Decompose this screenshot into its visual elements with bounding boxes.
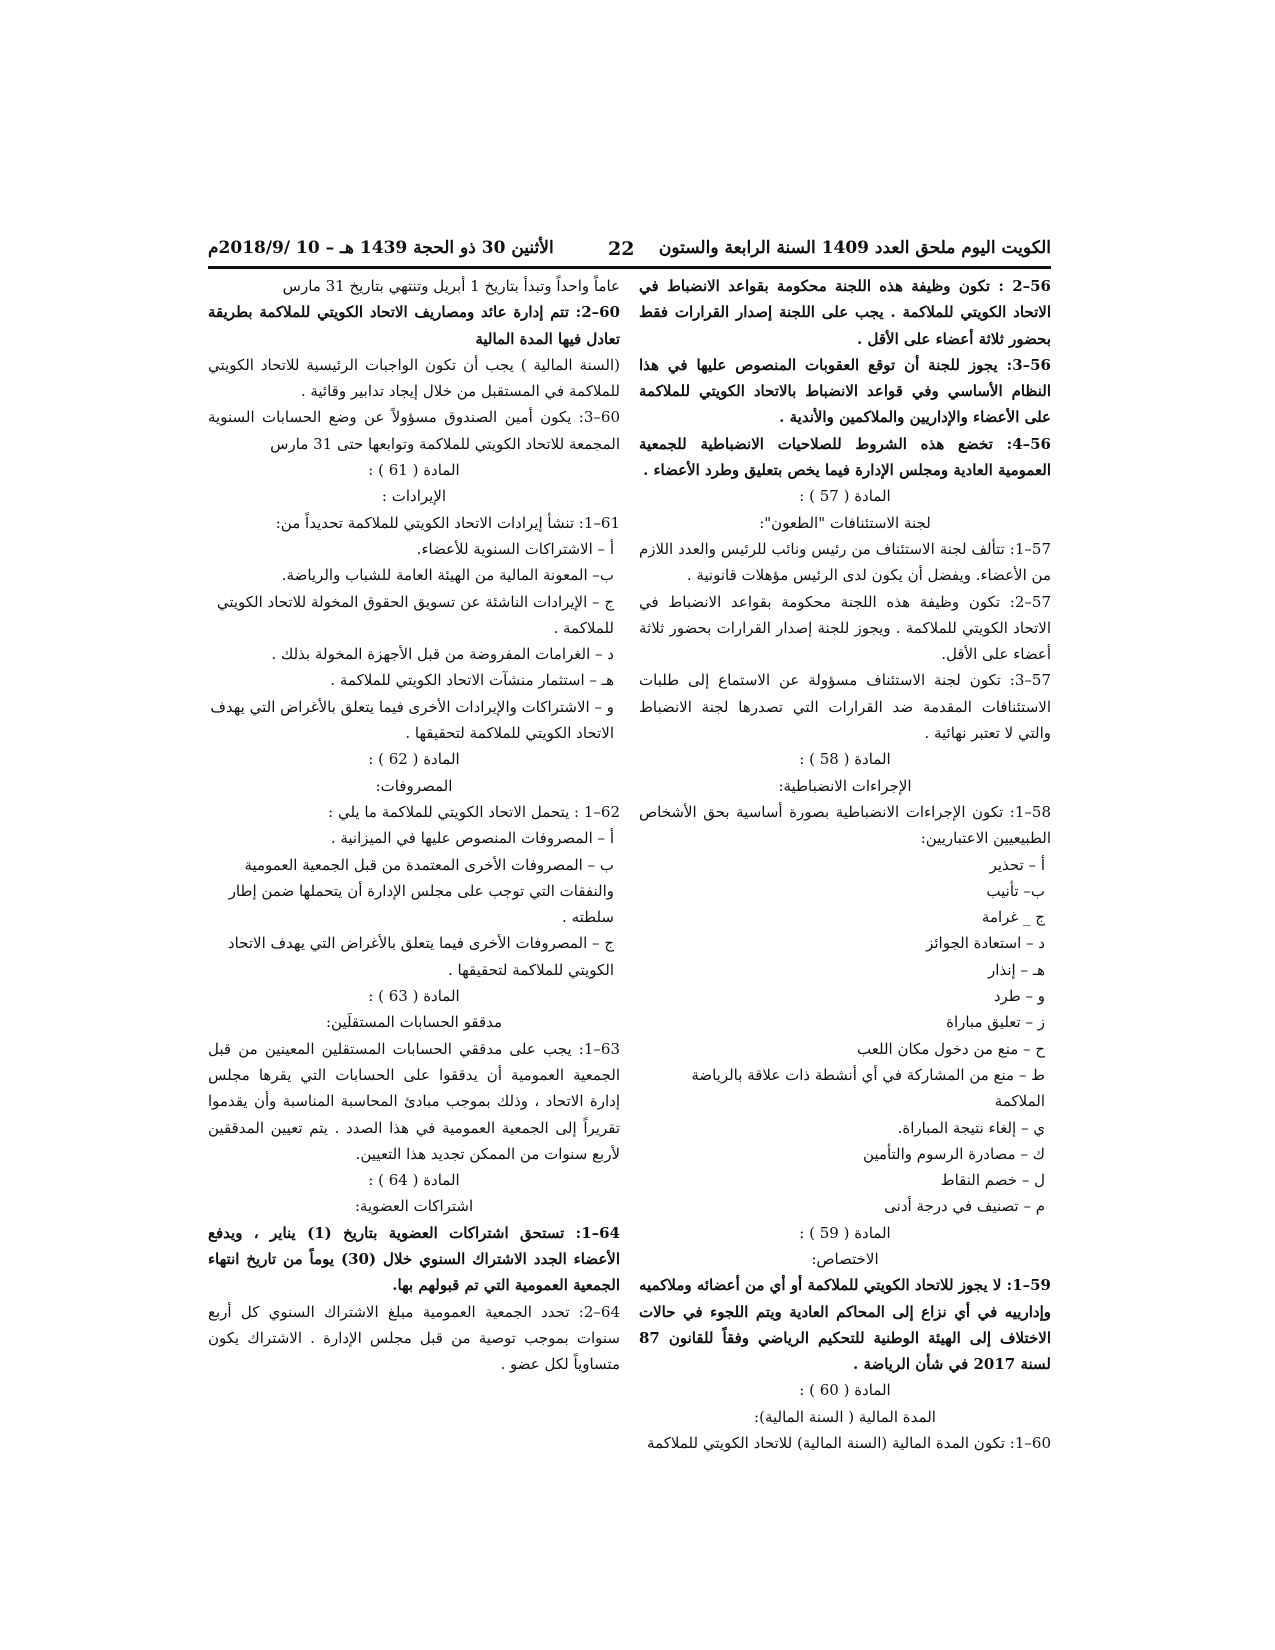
article-heading: الإجراءات الانضباطية:: [778, 776, 912, 795]
list-item: ح – منع من دخول مكان اللعب: [857, 1039, 1045, 1058]
paragraph: 58–1: تكون الإجراءات الانضباطية بصورة أساسية بحق الأشخاص الطبيعيين الاعتباريين:: [639, 802, 1051, 848]
article-heading: المادة ( 58 ) :: [799, 750, 891, 769]
list-item: م – تصنيف في درجة أدنى: [884, 1197, 1045, 1216]
paragraph: 62–1 : يتحمل الاتحاد الكويتي للملاكمة ما يلي :: [328, 802, 620, 821]
paragraph: 57–2: تكون وظيفة هذه اللجنة محكومة بقواعد الانضباط في الاتحاد الكويتي للملاكمة . ويجوز للجنة إصدار القرارات بحضور ثلاثة أعضاء على الأقل.: [639, 592, 1051, 664]
list-item: ل – خصم النقاط: [940, 1171, 1045, 1190]
list-item: هـ – استثمار منشآت الاتحاد الكويتي للملاكمة .: [330, 671, 614, 690]
header-gazette-title: الكويت اليوم ملحق العدد 1409 السنة الرابعة والستون: [658, 238, 1051, 258]
list-item: هـ – إنذار: [988, 960, 1045, 979]
article-heading: المادة ( 59 ) :: [799, 1223, 891, 1242]
article-heading: المادة ( 61 ) :: [368, 461, 460, 480]
paragraph: 60–2: تتم إدارة عائد ومصاريف الاتحاد الكويتي للملاكمة بطريقة تعادل فيها المدة المالية: [208, 303, 620, 348]
list-item: ج – الإيرادات الناشئة عن تسويق الحقوق المخولة للاتحاد الكويتي للملاكمة .: [216, 592, 614, 637]
list-item: د – استعادة الجوائز: [926, 934, 1045, 953]
paragraph: 59–1: لا يجوز للاتحاد الكويتي للملاكمة أو أي من أعضائه وملاكميه وإدارييه في أي نزاع إلى المحاكم العادية ويتم اللجوء في حالات الاختلاف إلى الهيئة الوطنية للتحكيم الرياضي وفقاً للقانون 87 لسنة 2017 في شأن الرياضة .: [639, 1276, 1051, 1374]
paragraph: 56–4: تخضع هذه الشروط للصلاحيات الانضباطية للجمعية العمومية العادية ومجلس الإدارة فيما يخص بتعليق وطرد الأعضاء .: [639, 434, 1051, 480]
list-item: د – الغرامات المفروضة من قبل الأجهزة المخولة بذلك .: [271, 645, 614, 664]
list-item: و – الاشتراكات والإيرادات الأخرى فيما يتعلق بالأغراض التي يهدف الاتحاد الكويتي للملاكمة لتحقيقها .: [210, 697, 614, 743]
article-heading: الاختصاص:: [811, 1249, 879, 1268]
paragraph: (السنة المالية ) يجب أن تكون الواجبات الرئيسية للاتحاد الكويتي للملاكمة في المستقبل من خلال إيجاد تدابير وقائية .: [208, 355, 620, 401]
list-item: ط – منع من المشاركة في أي أنشطة ذات علاقة بالرياضة الملاكمة: [691, 1065, 1045, 1111]
list-item: أ – تحذير: [989, 855, 1045, 874]
paragraph: 60–3: يكون أمين الصندوق مسؤولاً عن وضع الحسابات السنوية المجمعة للاتحاد الكويتي للملاكمة وتوابعها حتى 31 مارس: [208, 408, 620, 453]
paragraph: 63–1: يجب على مدققي الحسابات المستقلين المعينين من قبل الجمعية العمومية أن يدققوا على الحسابات التي يقرها مجلس إدارة الاتحاد ، وذلك بموجب مبادئ المحاسبة المناسبة وأن يقدموا تقريراً إلى الجمعية العمومية في هذا الصدد . يتم تعيين المدققين لأربع سنوات من الممكن تجديد هذا التعيين.: [208, 1039, 620, 1163]
header-date: الأثنين 30 ذو الحجة 1439 هـ – 10 /2018/9م: [208, 238, 554, 258]
article-heading: اشتراكات العضوية:: [354, 1197, 474, 1216]
article-heading: لجنة الاستئنافات "الطعون":: [759, 513, 931, 532]
list-item: ج _ غرامة: [981, 908, 1045, 927]
article-heading: المادة ( 64 ) :: [368, 1171, 460, 1190]
left-column: [208, 273, 620, 1377]
right-column: [639, 273, 1051, 1456]
list-item: و – طرد: [993, 987, 1045, 1006]
article-heading: مدققو الحسابات المستقلَين:: [325, 1013, 503, 1032]
list-item: أ – المصروفات المنصوص عليها في الميزانية .: [330, 829, 614, 848]
list-item: ك – مصادرة الرسوم والتأمين: [862, 1144, 1045, 1163]
header-page-number: 22: [608, 238, 635, 260]
article-heading: المادة ( 63 ) :: [368, 987, 460, 1006]
paragraph: 56–2 : تكون وظيفة هذه اللجنة محكومة بقواعد الانضباط في الاتحاد الكويتي للملاكمة . يجب على اللجنة إصدار القرارات فقط بحضور ثلاثة أعضاء على الأقل .: [639, 277, 1051, 348]
paragraph: 61–1: تنشأ إيرادات الاتحاد الكويتي للملاكمة تحديداً من:: [275, 513, 620, 532]
article-heading: المدة المالية ( السنة المالية):: [754, 1407, 936, 1426]
article-heading: الإيرادات :: [381, 487, 447, 506]
paragraph: 64–2: تحدد الجمعية العمومية مبلغ الاشتراك السنوي كل أربع سنوات بموجب توصية من قبل مجلس الإدارة . الاشتراك يكون متساوياً لكل عضو .: [208, 1302, 620, 1374]
list-item: ز – تعليق مباراة: [946, 1013, 1045, 1032]
list-item: ج – المصروفات الأخرى فيما يتعلق بالأغراض التي يهدف الاتحاد الكويتي للملاكمة لتحقيقها .: [227, 934, 614, 979]
article-heading: المصروفات:: [375, 776, 453, 795]
paragraph: 57–1: تتألف لجنة الاستئناف من رئيس ونائب للرئيس والعدد اللازم من الأعضاء. ويفضل أن يكون لدى الرئيس مؤهلات قانونية .: [639, 539, 1051, 585]
list-item: ب– تأنيب: [986, 881, 1045, 900]
page-header: [208, 238, 1051, 262]
paragraph: عاماً واحداً وتبدأ بتاريخ 1 أبريل وتنتهي بتاريخ 31 مارس: [282, 277, 620, 295]
list-item: أ – الاشتراكات السنوية للأعضاء.: [416, 539, 614, 558]
article-heading: المادة ( 62 ) :: [368, 750, 460, 769]
paragraph: 60–1: تكون المدة المالية (السنة المالية) للاتحاد الكويتي للملاكمة: [647, 1434, 1051, 1453]
list-item: ي – إلغاء نتيجة المباراة.: [897, 1118, 1045, 1137]
paragraph: 56–3: يجوز للجنة أن توقع العقوبات المنصوص عليها في هذا النظام الأساسي وفي قواعد الانضباط بالاتحاد الكويتي للملاكمة على الأعضاء والإداريين والملاكمين والأندية .: [639, 355, 1051, 427]
paragraph: 57–3: تكون لجنة الاستئناف مسؤولة عن الاستماع إلى طلبات الاستئنافات المقدمة ضد القرارات التي تصدرها لجنة الانضباط والتي لا تعتبر نهائية .: [639, 671, 1051, 743]
article-heading: المادة ( 57 ) :: [799, 487, 891, 506]
header-rule: [208, 266, 1051, 269]
paragraph: 64–1: تستحق اشتراكات العضوية بتاريخ (1) يناير ، ويدفع الأعضاء الجدد الاشتراك السنوي خلال (30) يوماً من تاريخ انتهاء الجمعية العمومية التي تم قبولهم بها.: [208, 1223, 620, 1295]
list-item: ب– المعونة المالية من الهيئة العامة للشباب والرياضة.: [281, 566, 614, 585]
article-heading: المادة ( 60 ) :: [799, 1381, 891, 1400]
list-item: ب – المصروفات الأخرى المعتمدة من قبل الجمعية العمومية والنفقات التي توجب على مجلس الإدارة أن يتحملها ضمن إطار سلطته .: [228, 855, 614, 927]
